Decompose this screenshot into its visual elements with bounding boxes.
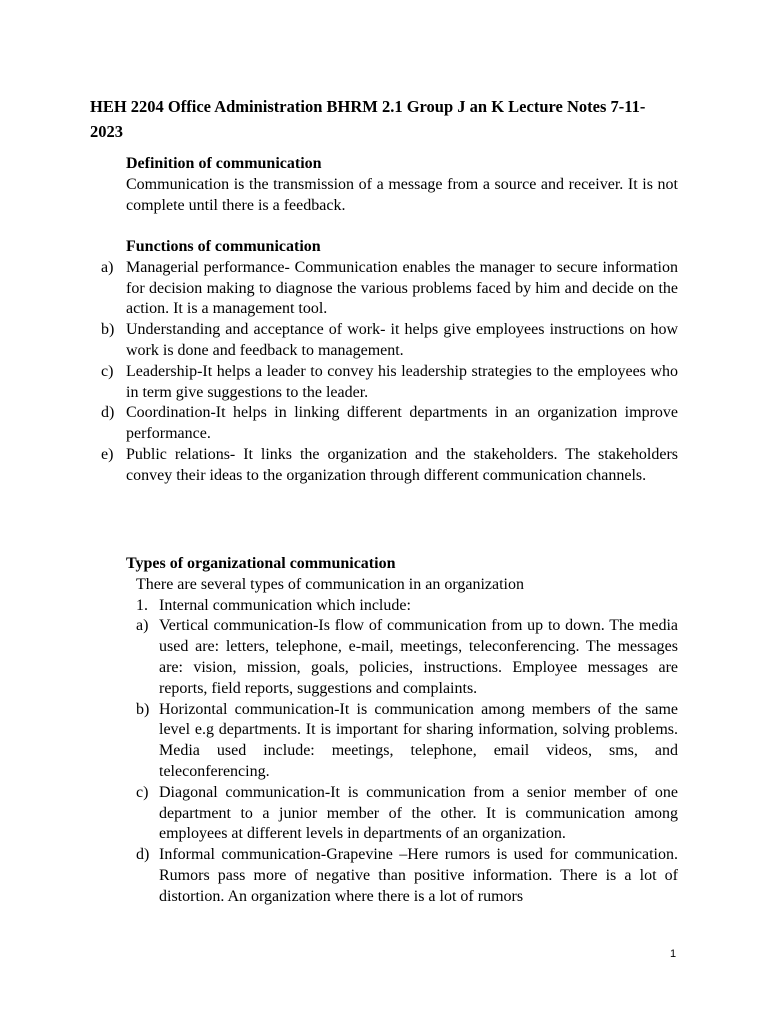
types-intro: There are several types of communication in an organization (136, 575, 524, 593)
types-heading: Types of organizational communication (126, 555, 396, 572)
list-item-text: Coordination-It helps in linking different departments in an organization improve performance. (126, 404, 678, 443)
list-marker: e) (101, 445, 114, 463)
definition-heading: Definition of communication (126, 155, 322, 172)
list-item (101, 445, 678, 487)
list-marker: c) (136, 783, 149, 801)
list-item-text: Managerial performance- Communication enables the manager to secure information for decision making to diagnose the various problems faced by him and decide on the action. It is a management tool. (126, 258, 678, 318)
functions-list (101, 258, 678, 487)
list-item (101, 362, 678, 404)
list-marker: c) (101, 362, 114, 380)
list-item-text: Public relations- It links the organization and the stakeholders. The stakeholders convey their ideas to the organization through different communication channels. (126, 445, 678, 484)
list-item-text: Leadership-It helps a leader to convey his leadership strategies to the employees who in term give suggestions to the leader. (126, 362, 678, 401)
list-marker: a) (101, 258, 114, 276)
list-item (101, 403, 678, 445)
list-item (101, 320, 678, 362)
definition-text: Communication is the transmission of a message from a source and receiver. It is not complete until there is a feedback. (126, 175, 678, 214)
types-section (126, 554, 678, 908)
list-marker: 1. (136, 596, 148, 614)
definition-section (126, 154, 678, 216)
page-number: 1 (670, 948, 677, 960)
list-item (136, 783, 678, 845)
types-list (136, 616, 678, 907)
list-item (136, 616, 678, 699)
list-marker: a) (136, 617, 149, 635)
list-item (101, 258, 678, 320)
document-title: HEH 2204 Office Administration BHRM 2.1 Group J an K Lecture Notes 7-11-2023 (90, 97, 646, 141)
list-marker: d) (136, 846, 150, 864)
functions-section (101, 237, 678, 487)
list-item-text: Horizontal communication-It is communication among members of the same level e.g departments. It is important for sharing information, solving problems. Media used include: meetings, telephone, email videos, sms, and teleconferencing. (159, 700, 678, 780)
list-marker: b) (136, 700, 150, 718)
list-marker: b) (101, 321, 115, 339)
list-item (136, 845, 678, 907)
functions-heading: Functions of communication (126, 238, 321, 255)
list-marker: d) (101, 404, 115, 422)
numbered-item-text: Internal communication which include: (159, 596, 411, 614)
list-item-text: Diagonal communication-It is communication from a senior member of one department to a junior member of the other. It is communication among employees at different levels in departments of an organization. (159, 783, 678, 843)
list-item-text: Understanding and acceptance of work- it helps give employees instructions on how work is done and feedback to management. (126, 321, 678, 359)
list-item-text: Vertical communication-Is flow of communication from up to down. The media used are: letters, telephone, e-mail, meetings, teleconferencing. The messages are: vision, mission, goals, policies, instructions. Employee messages are reports, field reports, suggestions and complaints. (159, 617, 678, 697)
list-item-text: Informal communication-Grapevine –Here rumors is used for communication. Rumors pass more of negative than positive information. There is a lot of distortion. An organization where there is a lot of rumors (159, 846, 678, 905)
numbered-item (136, 596, 678, 617)
list-item (136, 700, 678, 783)
